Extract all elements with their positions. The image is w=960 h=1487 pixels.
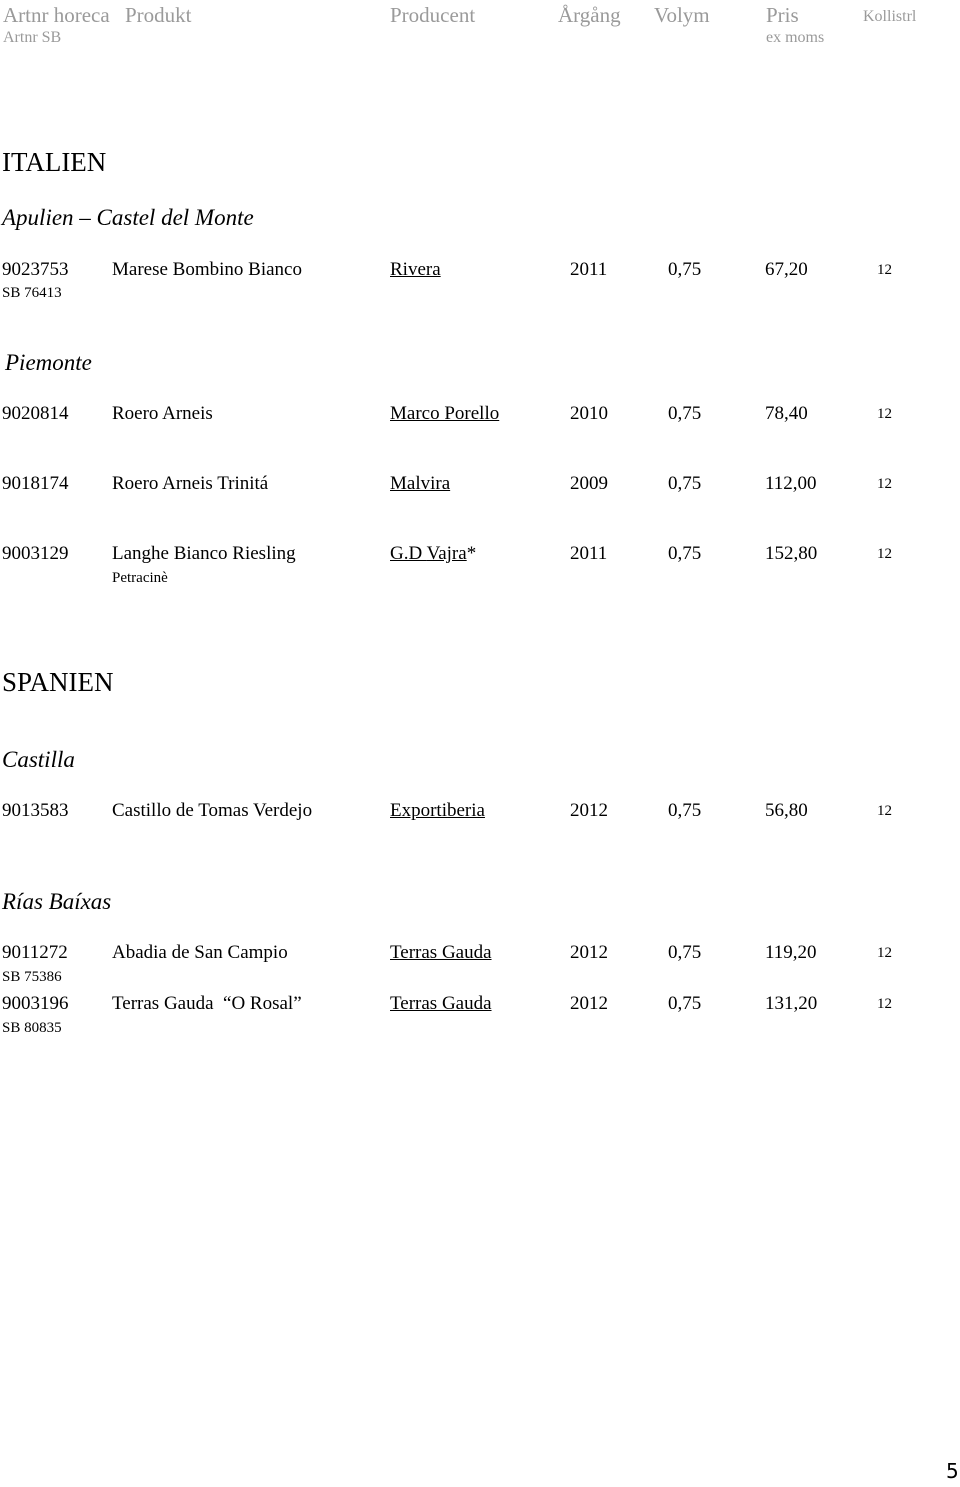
producent-link[interactable]: Exportiberia bbox=[390, 800, 485, 821]
volym: 0,75 bbox=[668, 800, 702, 821]
producent-link[interactable]: Rivera bbox=[390, 259, 441, 280]
region-heading-castilla: Castilla bbox=[2, 747, 75, 772]
region-heading-piemonte: Piemonte bbox=[5, 350, 92, 375]
artnr: 9003129 bbox=[2, 543, 69, 564]
produkt: Langhe Bianco Riesling bbox=[112, 543, 296, 564]
country-heading-spanien: SPANIEN bbox=[2, 667, 114, 697]
kolli: 12 bbox=[877, 476, 892, 492]
argang: 2012 bbox=[570, 942, 608, 963]
region-heading-rias-baixas: Rías Baíxas bbox=[2, 889, 112, 914]
kolli: 12 bbox=[877, 996, 892, 1012]
volym: 0,75 bbox=[668, 543, 702, 564]
produkt: Marese Bombino Bianco bbox=[112, 259, 302, 280]
producent-suffix: * bbox=[466, 543, 477, 564]
pris: 56,80 bbox=[765, 800, 808, 821]
produkt: Abadia de San Campio bbox=[112, 942, 288, 963]
volym: 0,75 bbox=[668, 403, 702, 424]
volym: 0,75 bbox=[668, 993, 702, 1014]
producent-link[interactable]: Marco Porello bbox=[390, 403, 500, 424]
artnr: 9011272 bbox=[2, 942, 68, 963]
argang: 2011 bbox=[570, 543, 608, 564]
artnr: 9003196 bbox=[2, 993, 69, 1014]
argang: 2012 bbox=[570, 993, 608, 1014]
header-producent: Producent bbox=[390, 3, 476, 27]
argang: 2011 bbox=[570, 259, 608, 280]
header-ex-moms: ex moms bbox=[766, 29, 825, 46]
artnr-sb: SB 80835 bbox=[2, 1020, 62, 1036]
produkt: Roero Arneis bbox=[112, 403, 213, 424]
artnr: 9013583 bbox=[2, 800, 69, 821]
artnr: 9018174 bbox=[2, 473, 69, 494]
volym: 0,75 bbox=[668, 473, 702, 494]
header-pris: Pris bbox=[766, 3, 799, 27]
pris: 131,20 bbox=[765, 993, 818, 1014]
artnr: 9023753 bbox=[2, 259, 69, 280]
artnr: 9020814 bbox=[2, 403, 69, 424]
kolli: 12 bbox=[877, 262, 892, 278]
kolli: 12 bbox=[877, 803, 892, 819]
volym: 0,75 bbox=[668, 259, 702, 280]
artnr-sb: SB 76413 bbox=[2, 285, 62, 301]
pris: 78,40 bbox=[765, 403, 808, 424]
produkt: Terras Gauda “O Rosal” bbox=[112, 993, 302, 1014]
country-heading-italien: ITALIEN bbox=[2, 147, 107, 177]
page-number: 5 bbox=[946, 1459, 959, 1483]
artnr-sb: SB 75386 bbox=[2, 969, 62, 985]
header-artnr-sb: Artnr SB bbox=[3, 29, 62, 46]
producent-link[interactable]: Malvira bbox=[390, 473, 451, 494]
produkt: Castillo de Tomas Verdejo bbox=[112, 800, 313, 821]
producent-link[interactable]: Terras Gauda bbox=[390, 942, 492, 963]
header-argang: Årgång bbox=[558, 3, 621, 27]
header-produkt: Produkt bbox=[125, 3, 192, 27]
region-heading-apulien: Apulien – Castel del Monte bbox=[2, 205, 254, 230]
kolli: 12 bbox=[877, 546, 892, 562]
argang: 2009 bbox=[570, 473, 608, 494]
producent-prefix: G.D bbox=[390, 543, 427, 564]
producent-link[interactable]: Terras Gauda bbox=[390, 993, 492, 1014]
kolli: 12 bbox=[877, 406, 892, 422]
pris: 67,20 bbox=[765, 259, 808, 280]
argang: 2010 bbox=[570, 403, 608, 424]
produkt: Roero Arneis Trinitá bbox=[112, 473, 269, 494]
argang: 2012 bbox=[570, 800, 608, 821]
kolli: 12 bbox=[877, 945, 892, 961]
pris: 152,80 bbox=[765, 543, 818, 564]
header-artnr-horeca: Artnr horeca bbox=[3, 3, 110, 27]
header-volym: Volym bbox=[654, 3, 710, 27]
volym: 0,75 bbox=[668, 942, 702, 963]
producent-link[interactable]: Vajra bbox=[426, 543, 467, 564]
pris: 119,20 bbox=[765, 942, 817, 963]
header-kollistrl: Kollistrl bbox=[863, 8, 917, 25]
pris: 112,00 bbox=[765, 473, 817, 494]
produkt-sub: Petracinè bbox=[112, 570, 168, 586]
producent-cell bbox=[390, 544, 476, 563]
